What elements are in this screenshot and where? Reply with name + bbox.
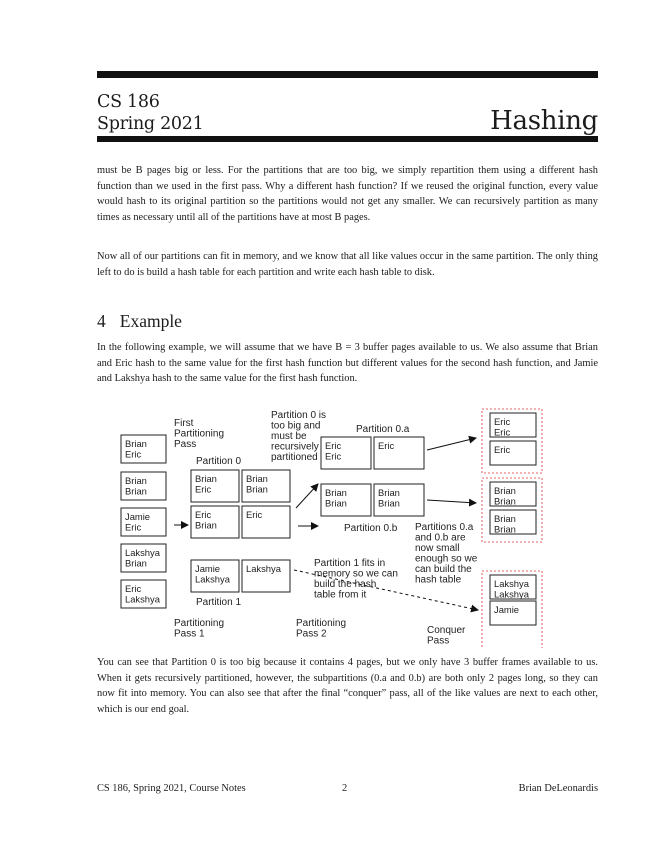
input-page [121,435,166,463]
header-top-rule [97,71,598,78]
arrow-p0a-to-hash [427,438,476,450]
partition0-page-value: Brian [195,519,217,531]
paragraph-example-assumptions: In the following example, we will assume that we have B = 3 buffer pages available to us. We also assume that Brian and Eric hash to the same value for the first hash function but different values for the second hash function, and Jamie and Lakshya hash to the same value for the first hash function. [97,342,598,384]
small-enough-label: now small [415,543,460,554]
footer-course: CS 186, Spring 2021, Course Notes [97,783,246,794]
hash-table-page-value: Brian [494,513,516,524]
partition0-page [242,470,290,502]
first-partitioning-pass-label: Pass [174,439,197,450]
partition0a-page-value: Eric [325,450,342,462]
partition0a-page [321,437,371,469]
hash-table-page [490,601,536,625]
hash-table-page-value: Eric [494,426,511,438]
partition0-label: Partition 0 [196,456,242,467]
hashing-diagram [116,408,556,648]
partition0-too-big-label: must be [271,431,307,442]
course-header [97,91,203,135]
first-partitioning-pass-label: First [174,418,194,429]
input-page [121,508,166,536]
input-page-value: Lakshya [125,547,160,558]
arrow-p0-to-p0a [296,484,318,508]
partition0b-page-value: Brian [325,497,347,509]
header-bottom-rule [97,136,598,142]
small-enough-label: enough so we [415,553,478,565]
partition0b-label: Partition 0.b [344,523,398,534]
partition1-fits-label: build the hash [314,579,377,590]
partition0-page-value: Brian [246,483,268,495]
partition0b-page [321,484,371,516]
hash-table-page [490,413,536,438]
section-number: 4 [97,311,106,331]
section-heading [97,310,182,332]
partition0-page-value: Brian [246,473,268,484]
small-enough-label: can build the [415,564,472,575]
small-enough-label: hash table [415,574,462,586]
hash-table-page-value: Jamie [494,604,520,615]
partition0a-page [374,437,424,469]
small-enough-label: Partitions 0.a [415,522,474,533]
partitioning-pass2-label: Pass 2 [296,628,327,640]
hash-table-page-value: Brian [494,495,516,507]
partitioning-pass1-label: Pass 1 [174,628,205,640]
input-page-value: Brian [125,485,147,497]
paragraph-conclusion: You can see that Partition 0 is too big because it contains 4 pages, but we only have 3 buffer frames available to us. When it gets recursively partitioned, however, the subpartitions (0.a and 0.b) are both only 2 pages long, so they can now fit into memory. You can also see that after the final “conquer” pass, all of the like values are next to each other, which is our end goal. [97,657,598,715]
hash-table-page-value: Lakshya [494,588,529,600]
paragraph-build-hash: Now all of our partitions can fit in memory, and we know that all like values occur in the same partition. The only thing left to do is build a hash table for each partition and write each hash table to disk. [97,251,598,278]
partitioning-pass1-label: Partitioning [174,618,225,629]
partition1-page-value: Lakshya [195,573,230,585]
partition1-page [242,560,290,592]
partition0-too-big-label: recursively [271,441,319,453]
partition0-page [191,470,239,502]
partition0a-label: Partition 0.a [356,424,410,435]
partition0-page [242,506,290,538]
section-title: Example [119,311,182,331]
partition0-too-big-label: partitioned [271,452,318,463]
input-page-value: Brian [125,557,147,569]
partition0-page-value: Eric [246,509,263,520]
input-page-value: Jamie [125,511,151,522]
partition0-page [191,506,239,538]
course-name: CS 186 [97,92,160,112]
partition0-too-big-label: Partition 0 is [271,410,327,421]
partition0-page-value: Eric [195,483,212,495]
topic-title: Hashing [490,106,598,136]
hash-table-page-value: Brian [494,485,516,496]
partition0a-page-value: Eric [378,440,395,451]
partition1-page [191,560,239,592]
footer-page-number: 2 [342,783,348,794]
input-page-value: Eric [125,521,142,533]
input-page [121,472,166,500]
partition1-fits-label: memory so we can [314,568,398,580]
partition1-page-value: Jamie [195,563,221,574]
input-page [121,544,166,572]
course-term: Spring 2021 [97,114,204,134]
partition0a-page-value: Eric [325,440,342,451]
footer-author: Brian DeLeonardis [518,783,598,794]
partition1-fits-label: Partition 1 fits in [314,558,386,569]
partition0b-page-value: Brian [378,497,400,509]
hash-table-page-value: Eric [494,444,511,455]
hash-table-page-value: Brian [494,523,516,535]
input-page [121,580,166,608]
partitioning-pass2-label: Partitioning [296,618,347,629]
input-page-value: Brian [125,438,147,449]
input-page-value: Eric [125,448,142,460]
hash-table-page-value: Eric [494,416,511,427]
paragraph-repartition: must be B pages big or less. For the partitions that are too big, we simply repartition them using a different hash function than we used in the first pass. Why a different hash function? If we reused the original function, every value would hash to its original partition so the partitions would not get any smaller. We can recursively partition as many times as necessary until all of the partitions have at most B pages. [97,165,598,223]
partition0-page-value: Brian [195,473,217,484]
small-enough-label: and 0.b are [415,532,466,544]
conquer-pass-label: Pass [427,635,450,647]
partition1-page-value: Lakshya [246,563,281,574]
partition0-too-big-label: too big and [271,420,321,432]
hash-table-page [490,441,536,465]
input-page-value: Brian [125,475,147,486]
conquer-pass-label: Conquer [427,625,466,636]
arrow-p0b-to-hash [427,500,476,503]
partition1-fits-label: table from it [314,589,367,601]
hash-table-page [490,510,536,535]
hash-table-page [490,482,536,507]
input-page-value: Eric [125,583,142,594]
input-page-value: Lakshya [125,593,160,605]
first-partitioning-pass-label: Partitioning [174,428,225,440]
hash-table-page [490,575,536,600]
partition1-label: Partition 1 [196,597,242,608]
partition0b-page-value: Brian [378,487,400,498]
hash-table-groups [482,409,542,648]
hash-table-page-value: Lakshya [494,578,529,589]
partition0b-page-value: Brian [325,487,347,498]
partition0-page-value: Eric [195,509,212,520]
partition0b-page [374,484,424,516]
